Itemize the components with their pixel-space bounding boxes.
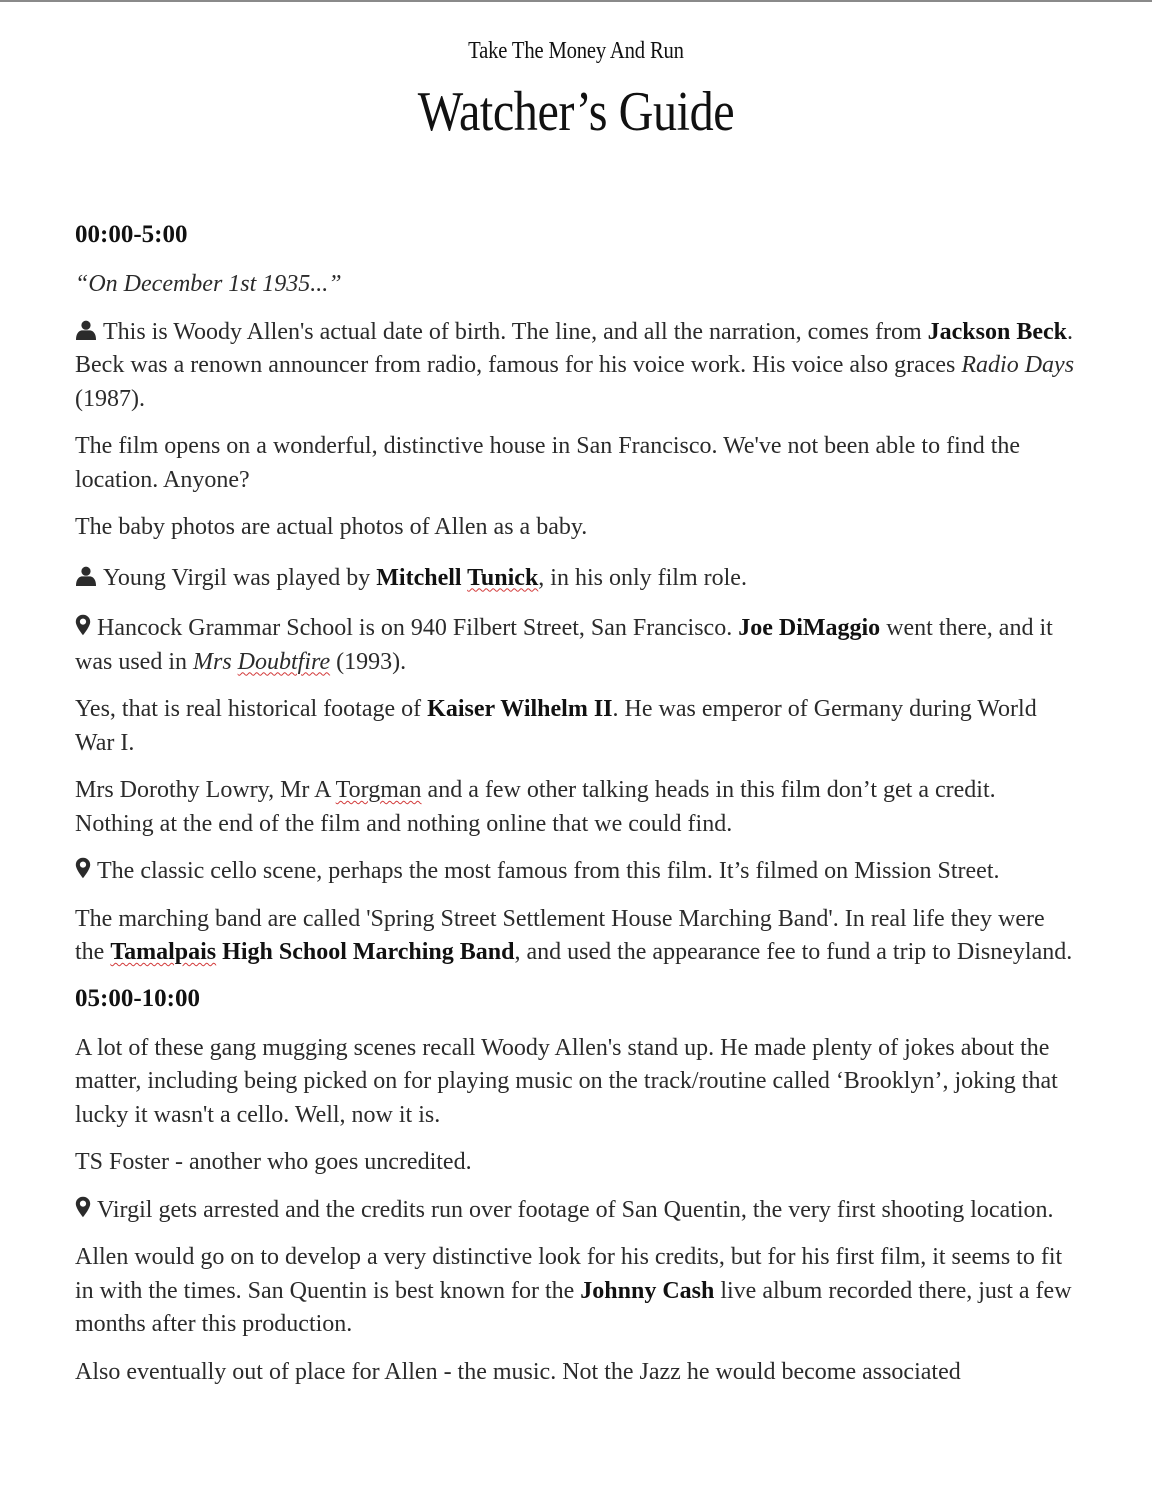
map-marker-icon	[75, 1198, 91, 1218]
paragraph-music: Also eventually out of place for Allen - the music. Not the Jazz he would become associated	[75, 1358, 961, 1385]
paragraph-marching-band: The marching band are called 'Spring Street Settlement House Marching Band'. In real life they were the Tamalpais High School Marching Band, and used the appearance fee to fund a trip to Disneyland.	[75, 905, 1073, 965]
paragraph-hancock-school: Hancock Grammar School is on 940 Filbert Street, San Francisco. Joe DiMaggio went there, and it was used in Mrs Doubtfire (1993).	[75, 615, 1053, 675]
paragraph-kaiser: Yes, that is real historical footage of Kaiser Wilhelm II. He was emperor of Germany during World War I.	[75, 696, 1037, 756]
narration-quote: “On December 1st 1935...”	[75, 271, 342, 297]
paragraph-credits: Allen would go on to develop a very distinctive look for his credits, but for his first film, it seems to fit in with the times. San Quentin is best known for the Johnny Cash live album recorded there, just a few months after this production.	[75, 1244, 1072, 1337]
name-link: Joe DiMaggio	[738, 615, 881, 641]
paragraph-ts-foster: TS Foster - another who goes uncredited.	[75, 1149, 472, 1175]
user-icon	[75, 320, 97, 340]
paragraph-house: The film opens on a wonderful, distinctive house in San Francisco. We've not been able to find the location. Anyone?	[75, 433, 1021, 493]
name-link: Kaiser Wilhelm II	[427, 696, 613, 722]
name-link: Mitchell Tunick	[376, 564, 539, 591]
timestamp-heading: 00:00-5:00	[75, 221, 188, 248]
paragraph-cello-scene: The classic cello scene, perhaps the most famous from this film. It’s filmed on Mission Street.	[75, 855, 1077, 889]
paragraph-stand-up: A lot of these gang mugging scenes recall Woody Allen's stand up. He made plenty of jokes about the matter, including being picked on for playing music on the track/routine called ‘Brooklyn’, joking that lucky it wasn't a cello. Well, now it is.	[75, 1034, 1058, 1128]
name-link: Jackson Beck	[927, 318, 1067, 345]
user-icon	[75, 566, 97, 586]
timestamp-heading: 05:00-10:00	[75, 984, 200, 1012]
paragraph-birth-date: This is Woody Allen's actual date of birth. The line, and all the narration, comes from Jackson Beck. Beck was a renown announcer from radio, famous for his voice work. His voice also graces Radio Days (1987).	[75, 318, 1075, 412]
name-link: Johnny Cash	[580, 1277, 715, 1304]
paragraph-san-quentin: Virgil gets arrested and the credits run over footage of San Quentin, the very first shooting location.	[75, 1194, 1077, 1228]
film-title-ref: Radio Days	[961, 352, 1075, 378]
paragraph-baby-photos: The baby photos are actual photos of Allen as a baby.	[75, 514, 588, 540]
guide-body	[75, 220, 1077, 1389]
map-marker-icon	[75, 859, 91, 879]
name-link: Tamalpais High School Marching Band	[110, 939, 515, 965]
paragraph-young-virgil: Young Virgil was played by Mitchell Tunick, in his only film role.	[75, 562, 1077, 596]
film-title: Take The Money And Run	[468, 38, 684, 64]
page-title: Watcher’s Guide	[417, 81, 735, 143]
map-marker-icon	[75, 616, 91, 636]
document	[75, 2, 1077, 1403]
film-title-ref: Mrs Doubtfire	[192, 648, 331, 675]
paragraph-talking-heads: Mrs Dorothy Lowry, Mr A Torgman and a few other talking heads in this film don’t get a credit. Nothing at the end of the film and nothing online that we could find.	[75, 777, 996, 837]
